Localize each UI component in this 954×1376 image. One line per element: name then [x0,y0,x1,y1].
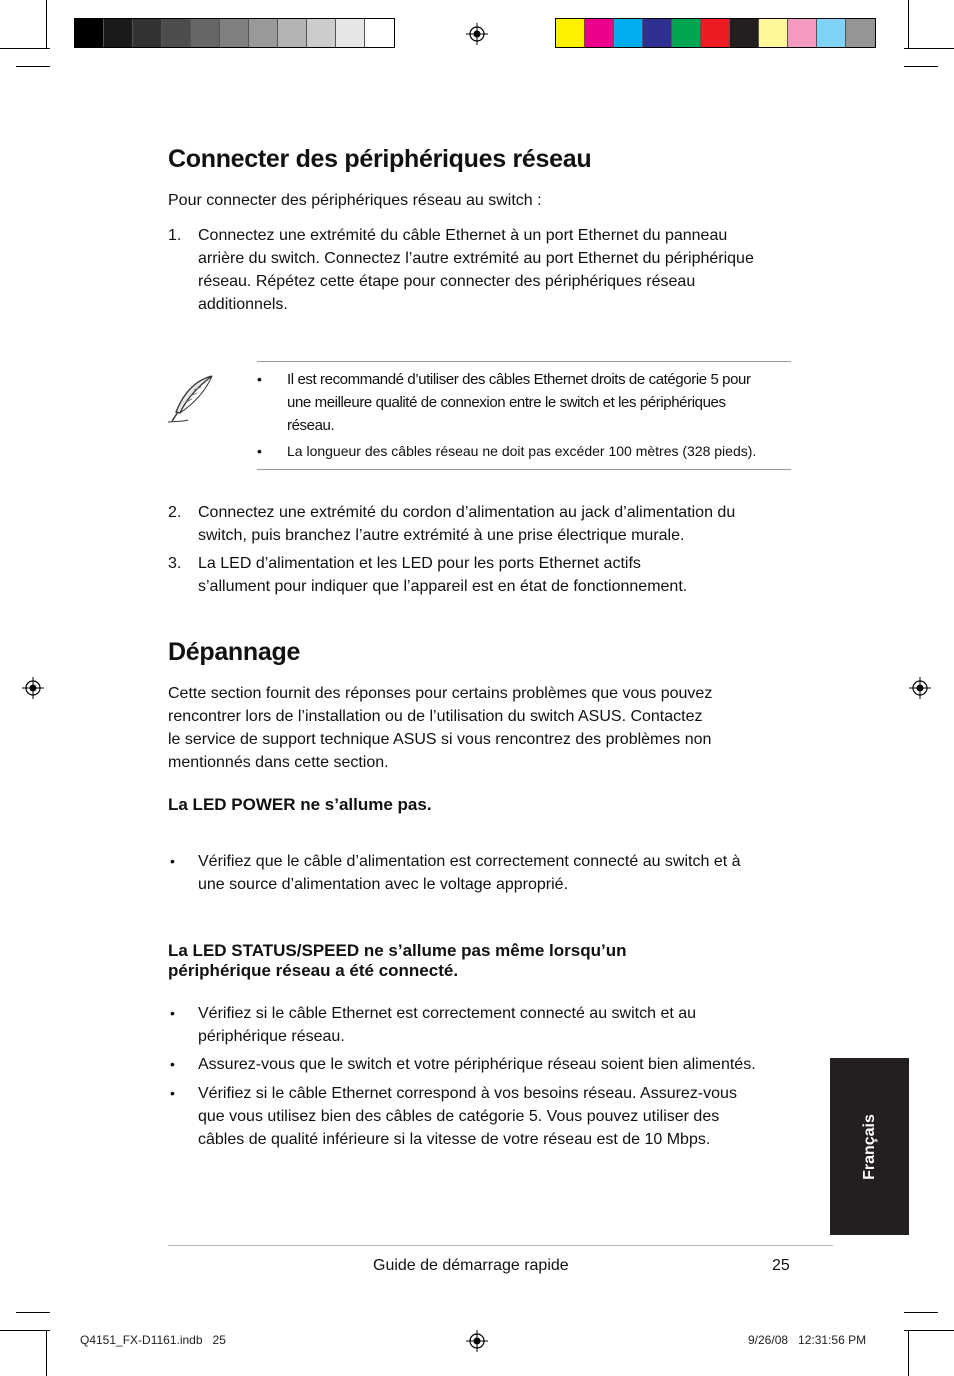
language-tab [830,1058,909,1235]
text-line: La LED d’alimentation et les LED pour les ports Ethernet actifs [198,555,641,572]
section-intro: Pour connecter des périphériques réseau au switch : [168,192,542,209]
issue-2-bullet-1 [198,1002,696,1048]
quill-pen-icon [166,372,218,424]
crop-mark [46,0,47,48]
issue-heading-status-speed [168,941,626,981]
text-line: switch, puis branchez l’autre extrémité à une prise électrique murale. [198,527,685,544]
process-color-bar [555,18,876,48]
issue-2-bullet-2 [198,1053,756,1076]
bullet: • [170,1005,175,1021]
footer-rule [168,1245,833,1246]
color-swatch [365,19,394,47]
issue-heading-power: La LED POWER ne s’allume pas. [168,795,432,814]
text-line: rencontrer lors de l’installation ou de l’utilisation du switch ASUS. Contactez [168,708,703,725]
step-1-text [198,224,754,316]
crop-mark [908,0,909,48]
step-3-text [198,552,687,598]
color-swatch [191,19,220,47]
text-line: le service de support technique ASUS si vous rencontrez des problèmes non [168,731,712,748]
step-2-text [198,501,735,547]
color-swatch [701,19,730,47]
note-item-1 [287,368,751,437]
text-line: mentionnés dans cette section. [168,754,389,771]
color-swatch [220,19,249,47]
text-line: additionnels. [198,296,288,313]
registration-mark-icon [466,1330,488,1352]
bullet: • [257,443,262,459]
text-line: La longueur des câbles réseau ne doit pas excéder 100 mètres (328 pieds). [287,443,757,459]
color-swatch [846,19,875,47]
color-swatch [788,19,817,47]
text-line: Connectez une extrémité du cordon d’alimentation au jack d’alimentation du [198,504,736,521]
text-line: périphérique réseau a été connecté. [168,961,459,980]
crop-mark [908,1330,909,1376]
color-swatch [278,19,307,47]
crop-mark [46,1330,47,1376]
text-line: Connectez une extrémité du câble Ethernet à un port Ethernet du panneau [198,227,728,244]
text-line: Il est recommandé d’utiliser des câbles Ethernet droits de catégorie 5 pour [287,371,751,388]
color-swatch [643,19,672,47]
color-swatch [249,19,278,47]
crop-mark [16,66,50,67]
color-swatch [759,19,788,47]
color-swatch [672,19,701,47]
text-line: La LED STATUS/SPEED ne s’allume pas même lorsqu’un [168,941,627,960]
page-number: 25 [772,1257,790,1274]
section-title-connect: Connecter des périphériques réseau [168,145,592,173]
section-title-troubleshooting: Dépannage [168,638,301,666]
color-swatch [817,19,846,47]
crop-mark [904,66,938,67]
footer-guide-title: Guide de démarrage rapide [373,1257,569,1274]
crop-mark [904,1312,938,1313]
text-line: une meilleure qualité de connexion entre le switch et les périphériques [287,394,726,411]
text-line: Assurez-vous que le switch et votre périphérique réseau soient bien alimentés. [198,1056,756,1073]
color-swatch [133,19,162,47]
color-swatch [336,19,365,47]
color-swatch [162,19,191,47]
note-top-rule [257,361,791,362]
color-swatch [104,19,133,47]
grayscale-color-bar [74,18,395,48]
text-line: Vérifiez si le câble Ethernet est correctement connecté au switch et au [198,1005,697,1022]
color-swatch [614,19,643,47]
text-line: Vérifiez que le câble d’alimentation est correctement connecté au switch et à [198,853,741,870]
step-number: 3. [168,555,182,572]
issue-1-bullet-1 [198,850,741,896]
text-line: périphérique réseau. [198,1028,345,1045]
troubleshooting-intro [168,682,712,774]
bullet: • [257,371,262,387]
crop-mark [904,1330,954,1331]
text-line: Cette section fournit des réponses pour certains problèmes que vous pouvez [168,685,713,702]
slug-timestamp: 9/26/08 12:31:56 PM [748,1333,867,1347]
slug-filename: Q4151_FX-D1161.indb 25 [80,1333,226,1347]
crop-mark [904,48,954,49]
text-line: Vérifiez si le câble Ethernet correspond à vos besoins réseau. Assurez-vous [198,1085,737,1102]
note-item-2 [287,440,756,463]
text-line: s’allument pour indiquer que l’appareil est en état de fonctionnement. [198,578,688,595]
note-bottom-rule [257,469,791,470]
text-line: câbles de qualité inférieure si la vitesse de votre réseau est de 10 Mbps. [198,1131,711,1148]
text-line: une source d’alimentation avec le voltage approprié. [198,876,569,893]
color-swatch [556,19,585,47]
crop-mark [0,48,50,49]
registration-mark-icon [22,677,44,699]
text-line: réseau. [287,417,335,434]
text-line: réseau. Répétez cette étape pour connecter des périphériques réseau [198,273,696,290]
bullet: • [170,1085,175,1101]
bullet: • [170,1056,175,1072]
registration-mark-icon [909,677,931,699]
language-tab-label: Français [860,1113,878,1180]
crop-mark [16,1312,50,1313]
bullet: • [170,853,175,869]
text-line: que vous utilisez bien des câbles de catégorie 5. Vous pouvez utiliser des [198,1108,720,1125]
color-swatch [585,19,614,47]
text-line: arrière du switch. Connectez l’autre extrémité au port Ethernet du périphérique [198,250,754,267]
registration-mark-icon [466,23,488,45]
step-number: 2. [168,504,182,521]
color-swatch [730,19,759,47]
issue-2-bullet-3 [198,1082,737,1151]
step-number: 1. [168,227,182,244]
color-swatch [75,19,104,47]
color-swatch [307,19,336,47]
crop-mark [0,1330,50,1331]
